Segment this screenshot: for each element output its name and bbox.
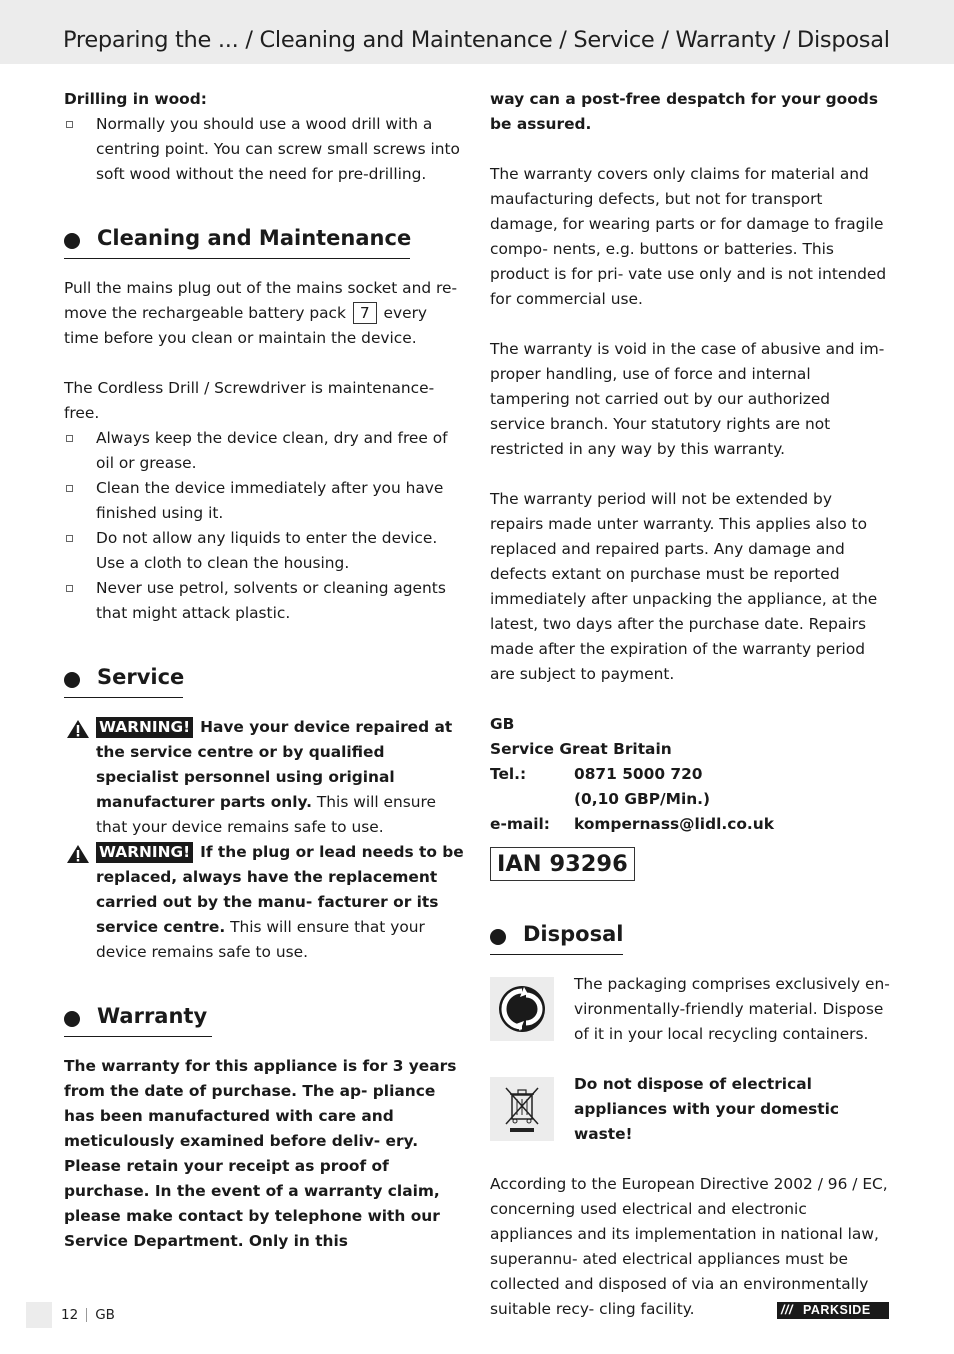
- warning-block: WARNING! Have your device repaired at the service centre or by qualified specialist personnel using original manufacturer parts only. This will ensure that your device remains safe to use.: [64, 715, 464, 840]
- warning-label: WARNING!: [96, 717, 193, 738]
- email-value: kompernass@lidl.co.uk: [574, 815, 774, 833]
- bullet-dot-icon: [64, 1011, 80, 1027]
- warning-block: WARNING! If the plug or lead needs to be replaced, always have the replacement carried out by the manu- facturer or its service centre. This will ensure that your device remains safe to use.: [64, 840, 464, 965]
- page-header: [0, 0, 954, 64]
- right-column: [490, 87, 890, 1322]
- warranty-intro-continued: way can a post-free despatch for your goods be assured.: [490, 90, 878, 133]
- country-code: GB: [490, 715, 515, 733]
- checkbox-bullet-icon: [66, 485, 73, 492]
- directive-text: According to the European Directive 2002 / 96 / EC, concerning used electrical and electronic appliances and its implementation in national law, superannu- ated electrical appliances must be collected and disposed of via an environmentally suitable recy- cling facility.: [490, 1175, 888, 1318]
- footer-marker: [26, 1302, 52, 1328]
- warning-triangle-icon: [66, 719, 90, 739]
- warranty-intro: The warranty for this appliance is for 3 years from the date of purchase. The ap- pliance has been manufactured with care and meticulously examined before deliv- ery. Please retain your receipt as proof of purchase. In the event of a warranty claim, please make contact by telephone with our Service Department. Only in this: [64, 1057, 457, 1250]
- drilling-bullet-text: Normally you should use a wood drill with a centring point. You can screw small screws into soft wood without the need for pre-drilling.: [96, 115, 460, 183]
- warranty-paragraph: The warranty period will not be extended by repairs made unter warranty. This applies also to replaced and repaired parts. Any damage and defects extant on purchase must be reported immediately after unpacking the appliance, at the latest, two days after the purchase date. Repairs made after the expiration of the warranty period are subject to payment.: [490, 490, 878, 683]
- left-column: [64, 87, 464, 1254]
- heading-underline: [64, 1036, 212, 1038]
- packaging-text: The packaging comprises exclusively en- vironmentally-friendly material. Dispose of it in your local recycling containers.: [574, 975, 890, 1043]
- heading-underline: [64, 258, 410, 260]
- list-item: [64, 112, 464, 187]
- email-label: e-mail:: [490, 815, 550, 833]
- bullet-dot-icon: [64, 233, 80, 249]
- service-name: Service Great Britain: [490, 740, 672, 758]
- page-footer: [61, 1307, 115, 1323]
- list-item: Clean the device immediately after you have finished using it.: [64, 476, 464, 526]
- page-title: Preparing the ... / Cleaning and Maintenance / Service / Warranty / Disposal: [63, 27, 890, 53]
- heading-underline: [64, 697, 183, 699]
- service-heading: Service: [64, 662, 464, 698]
- checkbox-bullet-icon: [66, 435, 73, 442]
- language-code: GB: [95, 1307, 115, 1323]
- checkbox-bullet-icon: [66, 535, 73, 542]
- tel-value: 0871 5000 720: [574, 765, 703, 783]
- cleaning-heading: Cleaning and Maintenance: [64, 223, 464, 259]
- service-contact: [490, 712, 890, 837]
- warning-triangle-icon: [66, 844, 90, 864]
- parkside-logo: /// PARKSIDE: [777, 1302, 889, 1319]
- warranty-paragraph: The warranty is void in the case of abusive and im- proper handling, use of force and internal tampering not carried out by our authorized service branch. Your statutory rights are not restricted in any way by this warranty.: [490, 340, 885, 458]
- green-dot-icon: [490, 977, 554, 1041]
- packaging-notice: [490, 972, 890, 1047]
- weee-notice: [490, 1072, 890, 1147]
- cleaning-paragraph: Pull the mains plug out of the mains socket and re- move the rechargeable battery pack 7 every time before you clean or maintain the device.: [64, 279, 458, 347]
- list-item: Do not allow any liquids to enter the device. Use a cloth to clean the housing.: [64, 526, 464, 576]
- list-item: Always keep the device clean, dry and free of oil or grease.: [64, 426, 464, 476]
- checkbox-bullet-icon: [66, 585, 73, 592]
- tel-rate: (0,10 GBP/Min.): [574, 790, 711, 808]
- bullet-dot-icon: [490, 929, 506, 945]
- page-number: 12: [61, 1307, 79, 1323]
- weee-text: Do not dispose of electrical appliances with your domestic waste!: [574, 1075, 840, 1143]
- disposal-heading: Disposal: [490, 919, 890, 955]
- drilling-heading: Drilling in wood:: [64, 90, 207, 108]
- heading-underline: [490, 954, 623, 956]
- warranty-heading: Warranty: [64, 1001, 464, 1037]
- crossed-bin-icon: [490, 1077, 554, 1141]
- maintenance-free-text: The Cordless Drill / Screwdriver is maintenance-free.: [64, 379, 435, 422]
- warning-label: WARNING!: [96, 842, 193, 863]
- list-item: Never use petrol, solvents or cleaning agents that might attack plastic.: [64, 576, 464, 626]
- part-reference-box: 7: [353, 302, 377, 324]
- checkbox-bullet-icon: [66, 121, 73, 128]
- bullet-dot-icon: [64, 672, 80, 688]
- ian-number-box: IAN 93296: [490, 847, 635, 881]
- warranty-paragraph: The warranty covers only claims for material and maufacturing defects, but not for transport damage, for wearing parts or for damage to fragile compo- nents, e.g. buttons or batteries. This product is for pri- vate use only and is not intended for commercial use.: [490, 165, 887, 308]
- tel-label: Tel.:: [490, 765, 527, 783]
